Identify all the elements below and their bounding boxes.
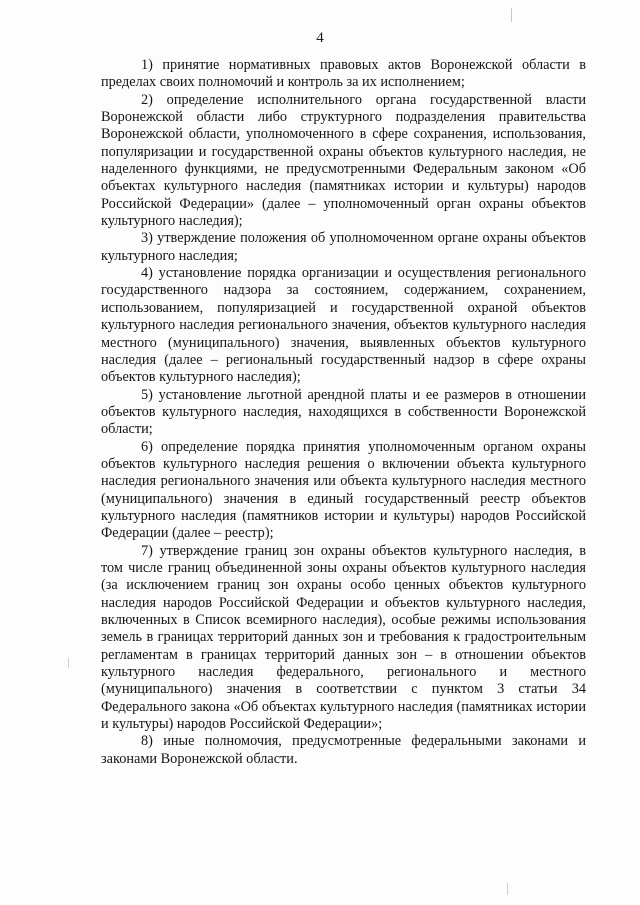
- paragraph-item-3: 3) утверждение положения об уполномоченном органе охраны объектов культурного наследия;: [101, 230, 586, 264]
- scan-mark: [507, 883, 508, 895]
- scan-mark: [511, 8, 512, 22]
- paragraph-item-6: 6) определение порядка принятия уполномоченным органом охраны объектов культурного наследия решения о включении объекта культурного наследия регионального значения или объекта культурного наследия местного (муниципального) значения в единый государственный реестр объектов культурного наследия (памятников истории и культуры) народов Российской Федерации (далее – реестр);: [101, 438, 586, 542]
- paragraph-item-8: 8) иные полномочия, предусмотренные федеральными законами и законами Воронежской области.: [101, 733, 586, 767]
- paragraph-item-4: 4) установление порядка организации и осуществления регионального государственного надзора за состоянием, содержанием, сохранением, использованием, популяризацией и государственной охраной объектов культурного наследия регионального значения, объектов культурного наследия местного (муниципального) значения, выявленных объектов культурного наследия (далее – региональный государственный надзор в сфере охраны объектов культурного наследия);: [101, 265, 586, 386]
- scan-mark: [68, 658, 69, 668]
- paragraph-item-2: 2) определение исполнительного органа государственной власти Воронежской области либо структурного подразделения правительства Воронежской области, уполномоченного в сфере сохранения, использования, популяризации и государственной охраны объектов культурного наследия, не наделенного функциями, не предусмотренными Федеральным законом «Об объектах культурного наследия (памятниках истории и культуры) народов Российской Федерации» (далее – уполномоченный орган охраны объектов культурного наследия);: [101, 91, 586, 230]
- paragraph-item-7: 7) утверждение границ зон охраны объектов культурного наследия, в том числе границ объединенной зоны охраны объектов культурного наследия (за исключением границ зон охраны особо ценных объектов культурного наследия народов Российской Федерации и объектов культурного наследия, включенных в Список всемирного наследия), особые режимы использования земель в границах территорий данных зон и требования к градостроительным регламентам в границах территорий данных зон – в отношении объектов культурного наследия федерального, регионального и местного (муниципального) значения в соответствии с пунктом 3 статьи 34 Федерального закона «Об объектах культурного наследия (памятниках истории и культуры) народов Российской Федерации»;: [101, 542, 586, 733]
- paragraph-item-5: 5) установление льготной арендной платы и ее размеров в отношении объектов культурного наследия, находящихся в собственности Воронежской области;: [101, 386, 586, 438]
- document-body: [101, 57, 586, 768]
- paragraph-item-1: 1) принятие нормативных правовых актов Воронежской области в пределах своих полномочий и контроль за их исполнением;: [101, 57, 586, 91]
- page-number: 4: [316, 30, 324, 46]
